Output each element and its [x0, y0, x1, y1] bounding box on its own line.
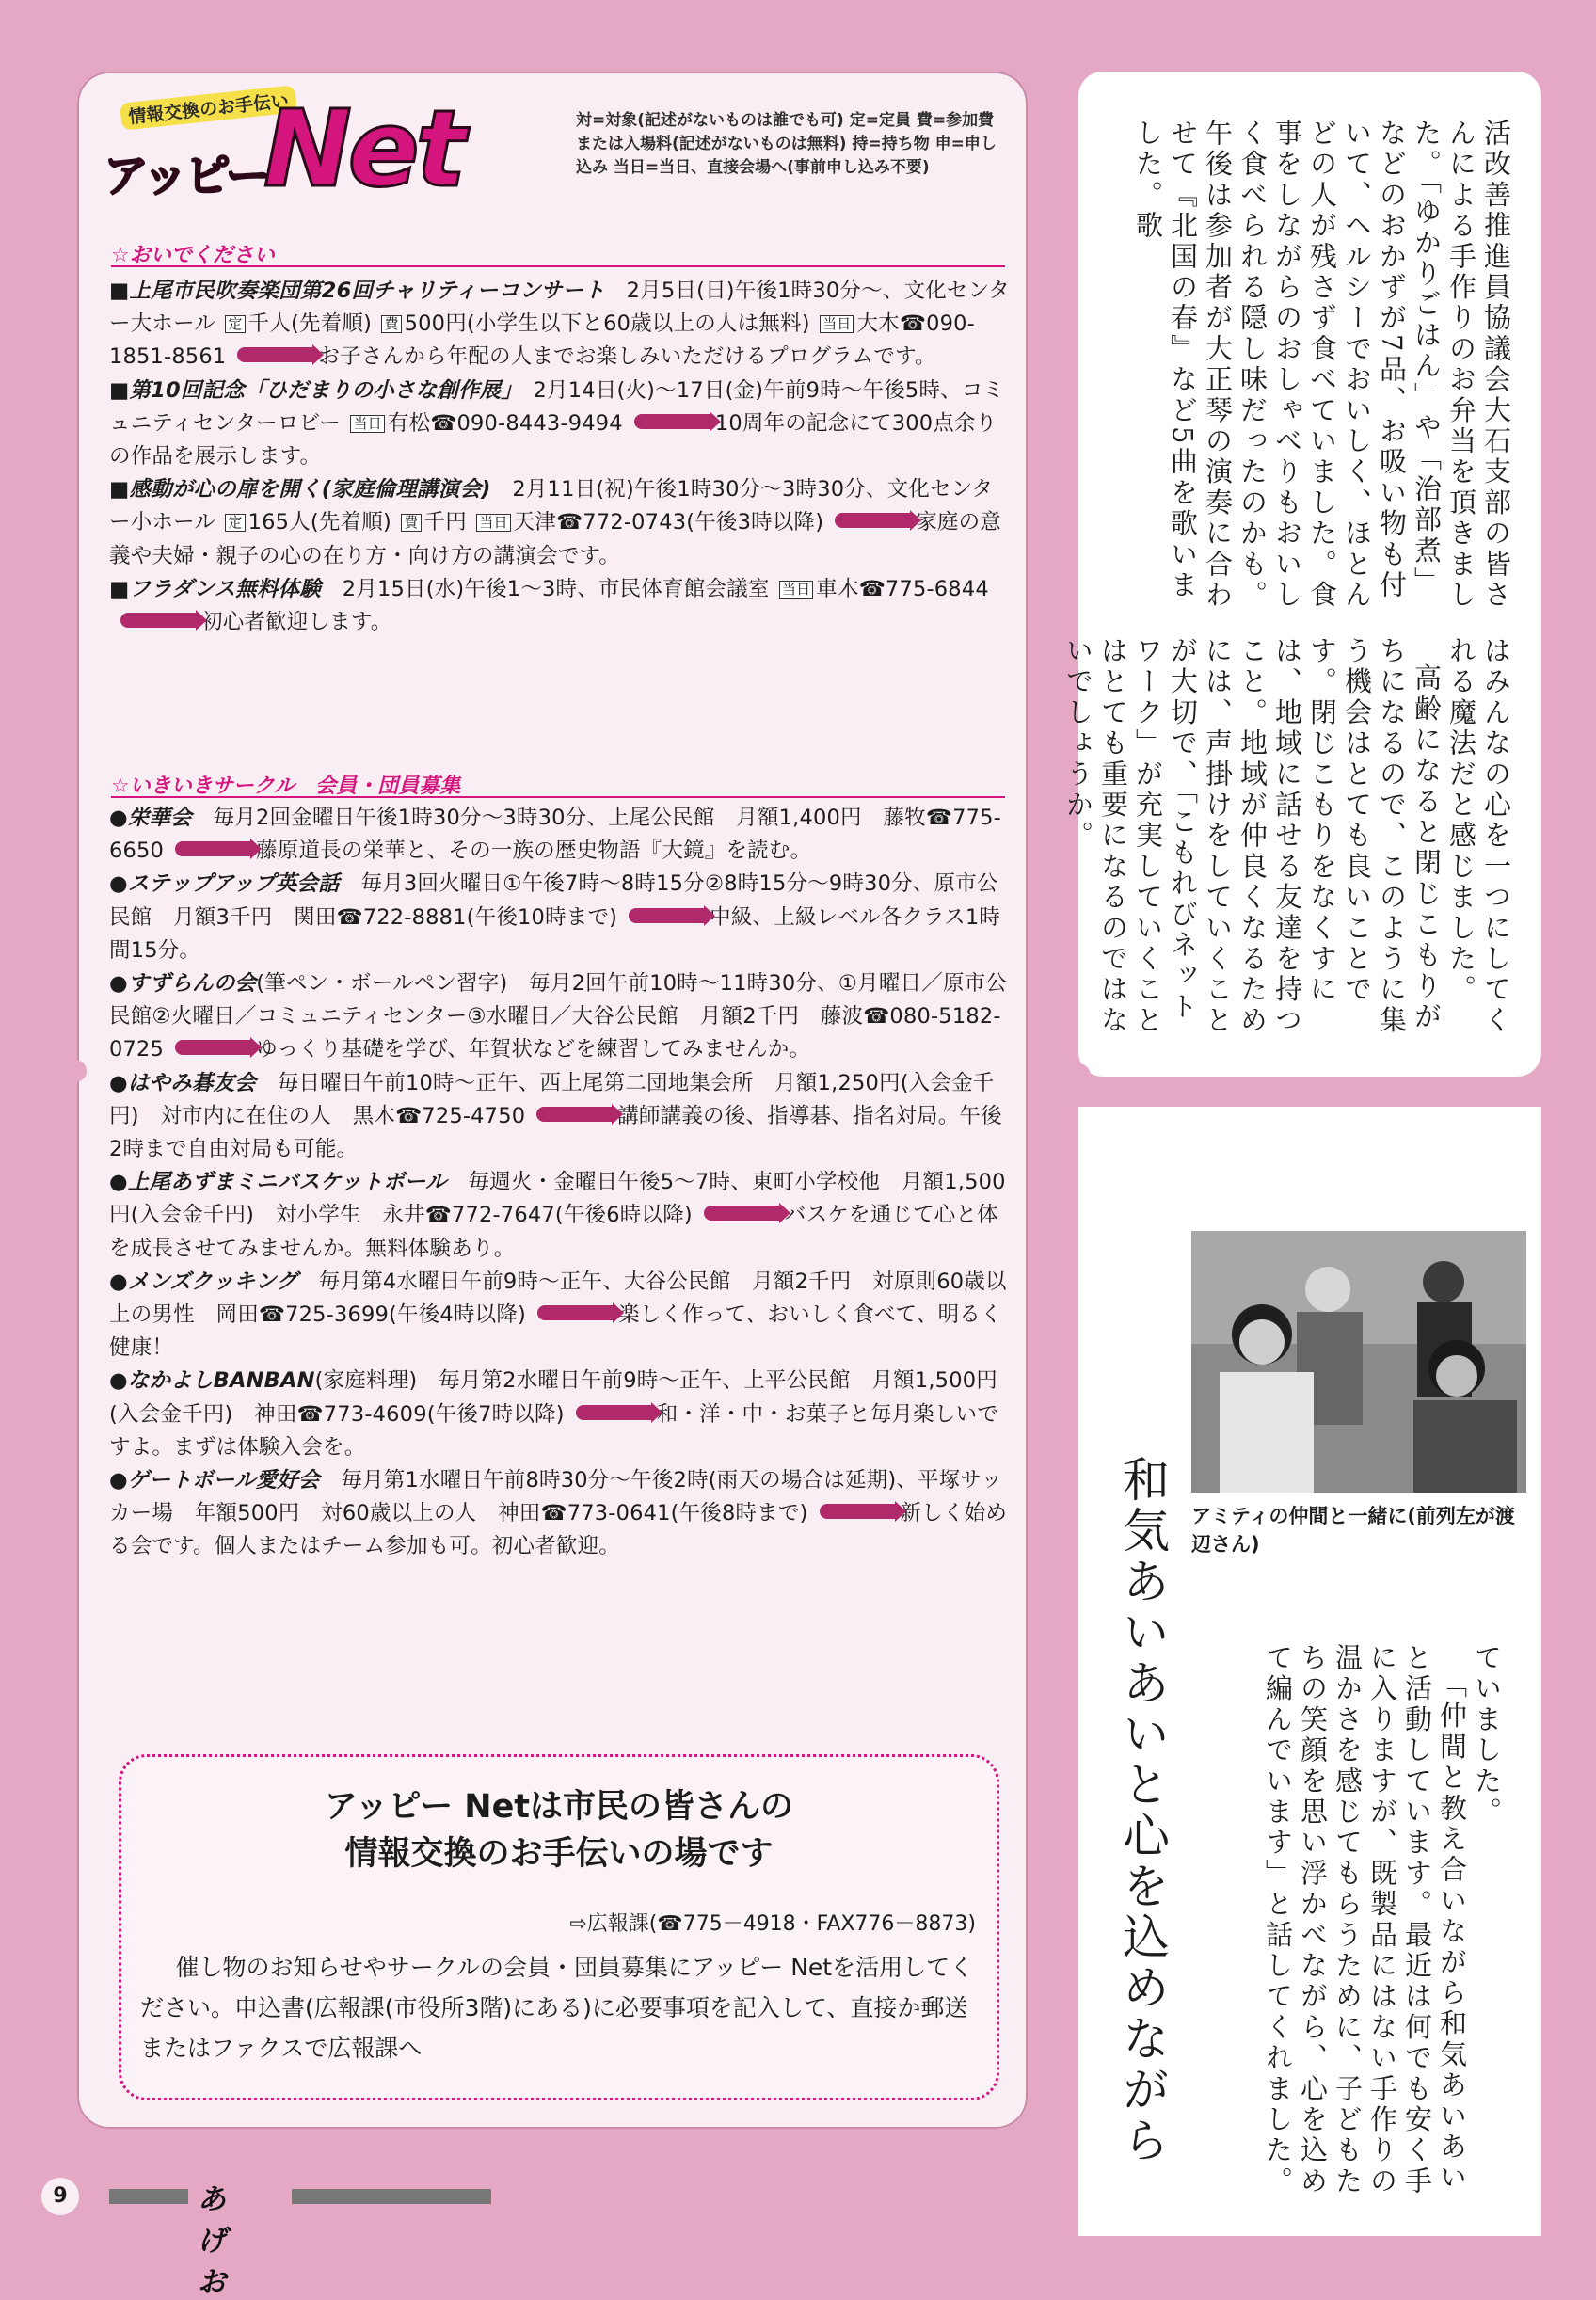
legend-text: 対=対象(記述がないものは誰でも可) 定=定員 費=参加費または入場料(記述がないものは無料) 持=持ち物 申=申し込み 当日=当日、直接会場へ(事前申し込み不要) — [576, 111, 997, 177]
badge-fee: 費 — [381, 315, 401, 333]
article-paragraph: 活改善推進員協議会大石支部の皆さんによる手作りのお弁当を頂きました。「ゆかりごはん」や「治部煮」などのおかずが7品、お吸い物も付いて、ヘルシーでおいしく、ほとんどの人が残さず食べていました。食事をしながらのおしゃべりもおいしく食べられる隠し味だったのかも。午後は参加者が大正琴の演奏に合わせて『北国の春』など5曲を歌いました。歌 — [1132, 119, 1512, 612]
event-contact: 車木☎775-6844 — [816, 576, 989, 601]
circle-description: 新しく始める会です。個人またはチーム参加も可。初心者歓迎。 — [109, 1501, 1008, 1559]
circle-details: 毎月2回金曜日午後1時30分～3時30分、上尾公民館 月額1,400円 藤牧☎775-6650 — [109, 806, 1001, 864]
circle-description: ゆっくり基礎を学び、年賀状などを練習してみませんか。 — [256, 1037, 811, 1062]
logo-kana: アッピー — [104, 150, 268, 202]
circle-details: (家庭料理) 毎月第2水曜日午前9時～正午、上平公民館 月額1,500円(入会金千円) 神田☎773-4609(午後7時以降) — [109, 1368, 998, 1427]
circle-name: ●ゲートボール愛好会 — [109, 1468, 320, 1493]
publication-name: あげお — [198, 2183, 226, 2299]
event-name: ■上尾市民吹奏楽団第26回チャリティーコンサート — [109, 279, 605, 303]
article-continued-panel — [1062, 72, 1541, 1077]
event-contact: 有松☎090-8443-9494 — [387, 410, 623, 436]
circle-name: ●上尾あずまミニバスケットボール — [109, 1170, 447, 1195]
circle-name: ●はやみ碁友会 — [109, 1070, 257, 1095]
info-contact: ⇨広報課(☎775－4918・FAX776－8873) — [569, 1912, 976, 1936]
event-description: 家庭の意義や夫婦・親子の心の在り方・向け方の講演会です。 — [109, 510, 1002, 568]
event-details: 2月11日(祝)午後1時30分～3時30分、文化センター小ホール — [109, 477, 994, 535]
photo-illustration — [1191, 1231, 1526, 1493]
logo-subtitle: 情報交換のお手伝い — [120, 85, 297, 130]
circle-item — [109, 802, 1011, 868]
event-fee: 千円 — [423, 510, 467, 535]
event-item — [109, 473, 1011, 573]
circle-name: ●栄華会 — [109, 806, 192, 830]
article-paragraph: はみんなの心を一つにしてくれる魔法だと感じました。 — [1445, 636, 1512, 1037]
circle-item — [109, 868, 1011, 967]
badge-same-day: 当日 — [779, 581, 813, 599]
circle-name: ●ステップアップ英会話 — [109, 871, 340, 897]
events-section-title: ☆おいでください — [111, 239, 1005, 267]
circle-description: 藤原道長の栄華と、その一族の歴史物語『大鏡』を読む。 — [256, 839, 812, 864]
circle-item — [109, 967, 1011, 1067]
info-box — [119, 1754, 999, 2100]
article-column — [1061, 636, 1513, 1050]
event-contact: 大木☎090-1851-8561 — [109, 311, 975, 370]
circle-item — [109, 1067, 1011, 1167]
badge-same-day: 当日 — [476, 514, 510, 532]
badge-capacity: 定 — [225, 514, 245, 532]
article-paragraph: 高齢になると閉じこもりがちになるので、このように集う機会はとても良いことです。閉じこもりをなくすには、地域に話せる友達を持つこと。地域が仲良くなるためには、声掛けをしていくことが大切で、「こもれびネットワーク」が充実していくことはとても重要になるのではないでしょうか。 — [1062, 636, 1443, 1037]
circle-name: ●すずらんの会 — [109, 971, 257, 997]
circles-section-title: ☆いきいきサークル 会員・団員募集 — [111, 770, 1005, 798]
arrow-icon — [175, 841, 250, 856]
arrow-icon — [175, 1040, 250, 1055]
info-title-line1: アッピー Netは市民の皆さんの — [324, 1788, 794, 1826]
event-description: お子さんから年配の人までお楽しみいただけるプログラムです。 — [318, 344, 936, 370]
arrow-icon — [576, 1405, 651, 1420]
arrow-icon — [634, 414, 710, 429]
badge-capacity: 定 — [225, 315, 245, 333]
event-item — [109, 573, 1011, 639]
circle-description: 和・洋・中・お菓子と毎月楽しいですよ。まずは体験入会を。 — [109, 1401, 998, 1460]
circle-details: 毎月3回火曜日①午後7時～8時15分②8時15分～9時30分、原市公民館 月額3千円 関田☎722-8881(午後10時まで) — [109, 871, 998, 930]
event-capacity: 165人(先着順) — [247, 510, 391, 535]
article-headline: 和気あいあいと心を込めながら — [1115, 1455, 1170, 2166]
event-description: 初心者歓迎します。 — [201, 610, 392, 635]
circle-description: バスケを通じて心と体を成長させてみませんか。無料体験あり。 — [109, 1203, 998, 1261]
footer-bar — [109, 2189, 188, 2204]
event-item — [109, 275, 1011, 375]
circle-item — [109, 1464, 1011, 1564]
event-details: 2月5日(日)午後1時30分～、文化センター大ホール — [109, 279, 1011, 337]
arrow-icon — [820, 1504, 895, 1519]
arrow-icon — [704, 1206, 779, 1221]
arrow-icon — [835, 513, 910, 528]
arrow-icon — [237, 347, 312, 362]
event-name: ■第10回記念「ひだまりの小さな創作展」 — [109, 377, 512, 403]
appy-net-logo — [104, 88, 593, 239]
event-contact: 天津☎772-0743(午後3時以降) — [513, 510, 824, 535]
photo-caption: アミティの仲間と一緒に(前列左が渡辺さん) — [1191, 1505, 1515, 1556]
group-photo — [1191, 1231, 1526, 1493]
circle-name: ●メンズクッキング — [109, 1269, 298, 1294]
logo-net: Net — [263, 88, 463, 211]
event-details: 2月14日(火)～17日(金)午前9時～午後5時、コミュニティセンターロビー — [109, 377, 1005, 436]
badge-same-day: 当日 — [350, 415, 384, 433]
info-body: 催し物のお知らせやサークルの会員・団員募集にアッピー Netを活用してください。申込書(広報課(市役所3階)にある)に必要事項を記入して、直接か郵送またはファクスで広報課へ — [140, 1954, 974, 2062]
info-box-title — [121, 1783, 997, 1877]
circle-item — [109, 1266, 1011, 1366]
arrow-icon — [537, 1305, 613, 1320]
circle-details: 毎月第1水曜日午前8時30分～午後2時(雨天の場合は延期)、平塚サッカー場 年額500円 対60歳以上の人 神田☎773-0641(午後8時まで) — [109, 1468, 1003, 1526]
page-number: 9 — [41, 2178, 79, 2215]
event-name: ■感動が心の扉を開く(家庭倫理講演会) — [109, 477, 491, 503]
article-paragraph: ていました。 — [1471, 1643, 1503, 1829]
circle-name: ●なかよしBANBAN — [109, 1368, 315, 1394]
events-list — [109, 275, 1011, 639]
article-column — [1260, 1643, 1504, 2208]
circles-list — [109, 802, 1011, 1564]
arrow-icon — [536, 1107, 612, 1122]
event-fee: 500円(小学生以下と60歳以上の人は無料) — [404, 311, 810, 337]
arrow-icon — [120, 613, 196, 628]
circle-item — [109, 1365, 1011, 1464]
article-panel — [1078, 1107, 1541, 2236]
event-capacity: 千人(先着順) — [247, 311, 373, 337]
badge-same-day: 当日 — [820, 315, 854, 333]
article-paragraph: 「仲間と教え合いながら和気あいあいと活動しています。最近は何でも安く手に入りますが、既製品にはない手作りの温かさを感じてもらうために、子どもたちの笑顔を思い浮かべながら、心を込めて編んでいます」と話してくれました。 — [1262, 1643, 1468, 2197]
footer-bar — [292, 2189, 491, 2204]
event-name: ■フラダンス無料体験 — [109, 576, 322, 601]
event-description: 10周年の記念にて300点余りの作品を展示します。 — [109, 410, 998, 470]
appy-net-panel — [77, 72, 1028, 2129]
circle-details: (筆ペン・ボールペン習字) 毎月2回午前10時～11時30分、①月曜日／原市公民館②火曜日／コミュニティセンター③水曜日／大谷公民館 月額2千円 藤波☎080-5182-0725 — [109, 971, 1008, 1062]
circle-description: 楽しく作って、おいしく食べて、明るく健康！ — [109, 1302, 1002, 1361]
circle-details: 毎月第4水曜日午前9時～正午、大谷公民館 月額2千円 対原則60歳以上の男性 岡田☎725-3699(午後4時以降) — [109, 1269, 1007, 1328]
badge-fee: 費 — [401, 514, 421, 532]
article-column — [1130, 119, 1513, 627]
event-details: 2月15日(水)午後1～3時、市民体育館会議室 — [342, 576, 770, 601]
circle-description: 講師講義の後、指導碁、指名対局。午後2時まで自由対局も可能。 — [109, 1103, 1002, 1162]
circle-details: 毎週火・金曜日午後5～7時、東町小学校他 月額1,500円(入会金千円) 対小学生 永井☎772-7647(午後6時以降) — [109, 1170, 1006, 1228]
circle-item — [109, 1166, 1011, 1266]
arrow-icon — [629, 908, 704, 923]
info-title-line2: 情報交換のお手伝いの場です — [344, 1835, 774, 1873]
circle-description: 中級、上級レベル各クラス1時間15分。 — [109, 904, 1001, 963]
event-item — [109, 375, 1011, 474]
circle-details: 毎日曜日午前10時～正午、西上尾第二団地集会所 月額1,250円(入会金千円) 対市内に在住の人 黒木☎725-4750 — [109, 1070, 995, 1128]
